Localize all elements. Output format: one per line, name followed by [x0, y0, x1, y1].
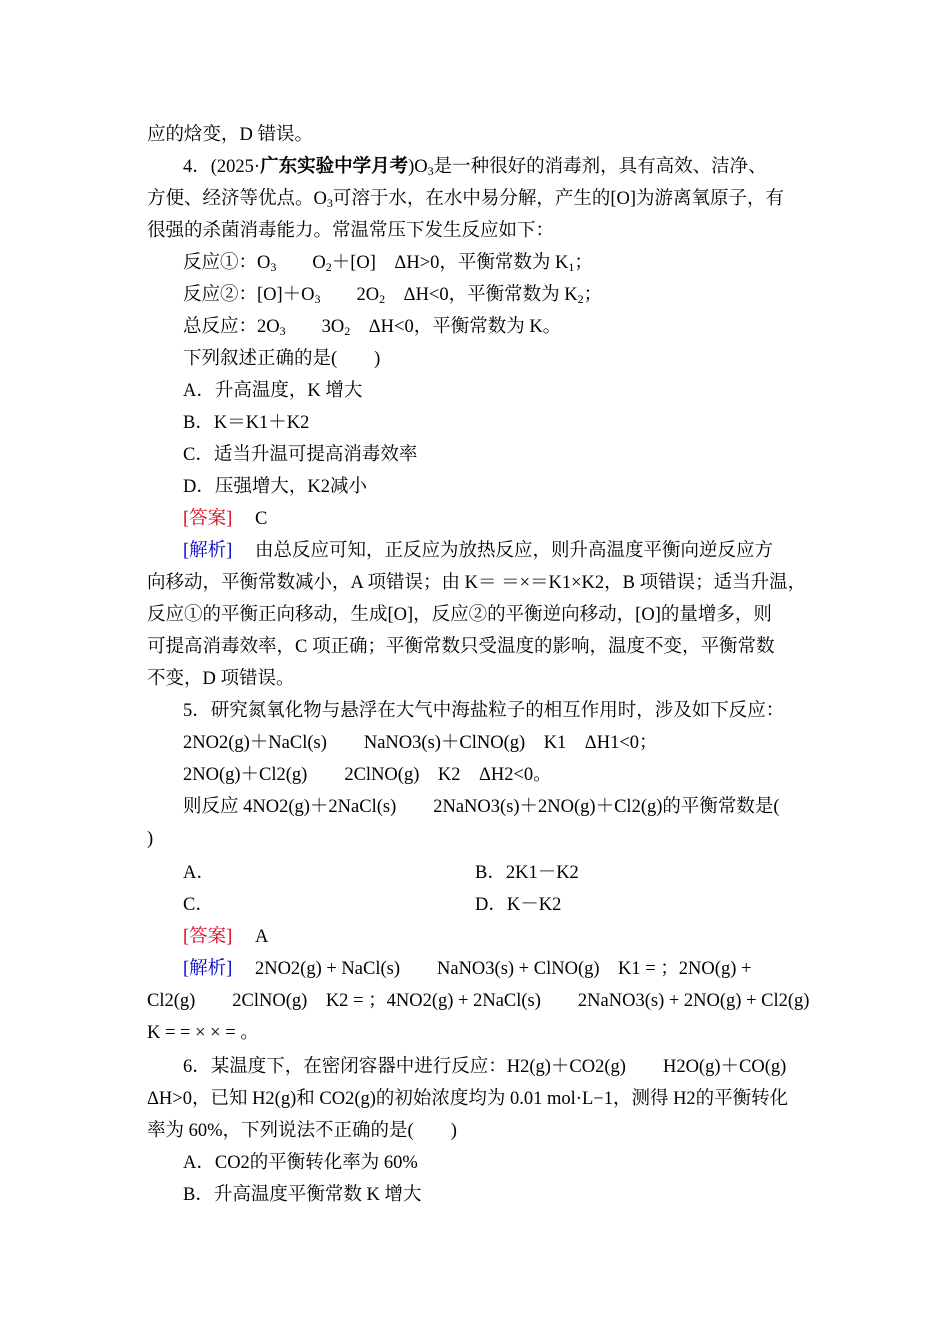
option-c [183, 893, 214, 917]
text: ＋[O] ΔH>0，平衡常数为 K [331, 253, 569, 273]
answer-tag: [答案] [183, 509, 233, 529]
text: 5．研究氮氧化物与悬浮在大气中海盐粒子的相互作用时，涉及如下反应： [183, 701, 785, 721]
text: C． [183, 895, 214, 915]
answer-value: C [254, 509, 268, 529]
text: ΔH<0，平衡常数为 K。 [350, 317, 562, 337]
explanation-4-line-3 [147, 603, 772, 627]
text: ΔH>0，已知 H2(g)和 CO2(g)的初始浓度均为 0.01 mol·L−1，测得 H2的平衡转化 [147, 1089, 789, 1109]
option-b [475, 861, 579, 885]
answer-tag: [答案] [183, 927, 233, 947]
question-4-ask [183, 347, 380, 371]
option-b [183, 1183, 421, 1207]
text: 反应②：[O]＋O [183, 285, 315, 305]
question-number: 4．(2025· [183, 157, 261, 177]
answer-value: A [254, 927, 269, 947]
text-line [147, 1087, 788, 1111]
text: B．升高温度平衡常数 K 增大 [183, 1185, 422, 1205]
text: A．CO2的平衡转化率为 60% [183, 1153, 418, 1173]
explanation-tag: [解析] [183, 541, 233, 561]
option-c [183, 443, 417, 467]
answer-4 [183, 507, 267, 531]
explanation-4-line-1 [183, 539, 773, 563]
text: ； [574, 253, 593, 273]
explanation-5-line-3 [147, 1021, 259, 1045]
explanation-4-line-2 [147, 571, 806, 595]
text: 则反应 4NO2(g)＋2NaCl(s) 2NaNO3(s)＋2NO(g)＋Cl2(g)的平衡常数是( [183, 797, 780, 817]
question-5-reaction-2 [183, 763, 552, 787]
text: 不变，D 项错误。 [147, 669, 295, 689]
question-5-stem [183, 699, 784, 723]
text: 2O [356, 285, 380, 305]
text: )O [408, 157, 428, 177]
text: 6．某温度下，在密闭容器中进行反应：H2(g)＋CO2(g) H2O(g)＋CO(g) [183, 1057, 787, 1077]
text: B．K＝K1＋K2 [183, 413, 310, 433]
text: D．K－K2 [475, 895, 562, 915]
text: 很强的杀菌消毒能力。常温常压下发生反应如下： [147, 221, 555, 241]
text-line [147, 123, 313, 147]
text: ； [583, 285, 603, 305]
option-a [183, 861, 215, 885]
question-4-stem: 4．(2025·广东实验中学月考)$O_3$是一种很好的消毒剂，具有高效、洁净、 [183, 157, 767, 178]
option-d [183, 475, 367, 499]
question-5-ask [183, 795, 780, 819]
text: ) [147, 829, 154, 849]
text: 方便、经济等优点。O [147, 189, 327, 209]
reaction-1: 反应①：$O_3$ $O_2+[O]$ ΔH>0，平衡常数为 $K_1$； [183, 253, 593, 274]
answer-5 [183, 925, 268, 949]
explanation-4-line-4 [147, 635, 774, 659]
text: K = = × × = 。 [147, 1023, 259, 1043]
text-line [147, 1119, 457, 1143]
explanation-5-line-1 [183, 957, 751, 981]
reaction-2: 反应②：$[O]+O_3$ $2O_2$ ΔH<0，平衡常数为 $K_2$； [183, 285, 603, 306]
explanation-4-line-5 [147, 667, 295, 691]
text: 反应①的平衡正向移动，生成[O]，反应②的平衡逆向移动，[O]的量增多，则 [147, 605, 772, 625]
text: 应的焓变，D 错误。 [147, 125, 313, 145]
text: 可提高消毒效率，C 项正确；平衡常数只受温度的影响，温度不变，平衡常数 [147, 637, 775, 657]
text-line [147, 219, 554, 243]
text: 反应①：O [183, 253, 271, 273]
explanation-tag: [解析] [183, 959, 233, 979]
text: C．适当升温可提高消毒效率 [183, 445, 418, 465]
text: D．压强增大，K2减小 [183, 477, 367, 497]
text: 2NO2(g) + NaCl(s) NaNO3(s) + ClNO(g) K1 = ；2NO(g) + [254, 959, 752, 979]
option-d [475, 893, 561, 917]
text: A． [183, 863, 215, 883]
question-source: 广东实验中学月考 [260, 157, 409, 177]
text: 下列叙述正确的是( ) [183, 349, 381, 369]
text-line: 方便、经济等优点。$O_3$可溶于水，在水中易分解，产生的[O]为游离氧原子，有 [147, 189, 785, 210]
text: 是一种很好的消毒剂，具有高效、洁净、 [433, 157, 767, 177]
text: 向移动，平衡常数减小，A 项错误；由 K＝ ＝×＝K1×K2，B 项错误；适当升温， [147, 573, 807, 593]
option-b [183, 411, 309, 435]
question-6-stem [183, 1055, 786, 1079]
text: 可溶于水，在水中易分解，产生的[O]为游离氧原子，有 [332, 189, 785, 209]
text: 3O [321, 317, 345, 337]
text: 由总反应可知，正反应为放热反应，则升高温度平衡向逆反应方 [254, 541, 773, 561]
text: 总反应：2O [183, 317, 280, 337]
text: B．2K1－K2 [475, 863, 579, 883]
text: 2NO2(g)＋NaCl(s) NaNO3(s)＋ClNO(g) K1 ΔH1<0； [183, 733, 658, 753]
text: ΔH<0，平衡常数为 K [385, 285, 578, 305]
text: A．升高温度，K 增大 [183, 381, 363, 401]
question-5-ask-end [147, 827, 153, 851]
text: 2NO(g)＋Cl2(g) 2ClNO(g) K2 ΔH2<0。 [183, 765, 552, 785]
question-5-reaction-1 [183, 731, 658, 755]
option-a [183, 379, 362, 403]
explanation-5-line-2 [147, 989, 809, 1013]
reaction-total: 总反应：$2O_3$ $3O_2$ ΔH<0，平衡常数为 K。 [183, 317, 562, 338]
text: 率为 60%，下列说法不正确的是( ) [147, 1121, 457, 1141]
option-a [183, 1151, 418, 1175]
text: O [312, 253, 326, 273]
text: Cl2(g) 2ClNO(g) K2 = ；4NO2(g) + 2NaCl(s) 2NaNO3(s) + 2NO(g) + Cl2(g) [147, 991, 810, 1011]
